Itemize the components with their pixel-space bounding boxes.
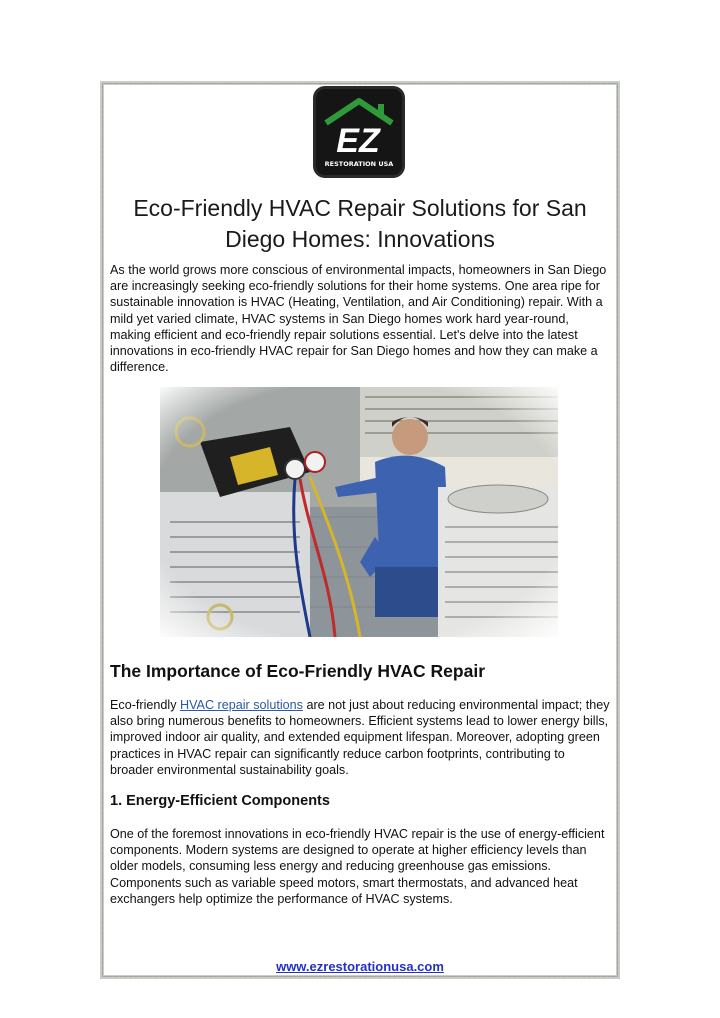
article-title: Eco-Friendly HVAC Repair Solutions for San Diego Homes: Innovations: [133, 195, 587, 252]
website-link[interactable]: www.ezrestorationusa.com: [276, 959, 444, 974]
hvac-technician-photo: [160, 387, 558, 637]
importance-paragraph: [110, 697, 610, 778]
logo-tagline: RESTORATION USA: [324, 160, 394, 168]
logo-graphic: [316, 89, 402, 175]
section-heading-importance: The Importance of Eco-Friendly HVAC Repair: [110, 661, 486, 681]
importance-text-start: Eco-friendly: [110, 698, 180, 712]
section-heading-energy-efficient: 1. Energy-Efficient Components: [110, 793, 330, 809]
logo-wordmark: EZ: [336, 122, 380, 160]
company-logo: [313, 86, 405, 178]
hvac-repair-solutions-link[interactable]: HVAC repair solutions: [180, 698, 303, 712]
footer: [0, 959, 720, 974]
energy-efficient-paragraph: One of the foremost innovations in eco-friendly HVAC repair is the use of energy-efficient components. Modern systems are designed to operate at higher efficiency levels than older models, consuming less energy and reducing greenhouse gas emissions. Components such as variable speed motors, smart thermostats, and advanced heat exchangers help optimize the performance of HVAC systems.: [110, 827, 605, 906]
chimney-icon: [378, 104, 384, 116]
intro-paragraph: As the world grows more conscious of environmental impacts, homeowners in San Diego are increasingly seeking eco-friendly solutions for their home systems. One area ripe for sustainable innovation is HVAC (Heating, Ventilation, and Air Conditioning) repair. With a mild yet varied climate, HVAC systems in San Diego homes work hard year-round, making efficient and eco-friendly repair solutions essential. Let's delve into the latest innovations in eco-friendly HVAC repair for San Diego homes and how they can make a difference.: [110, 263, 607, 375]
importance-text-end: are not just about reducing environmental impact; they also bring numerous benefits to homeowners. Efficient systems lead to lower energy bills, improved indoor air quality, and extended equipment lifespan. Moreover, adopting green practices in HVAC repair can significantly reduce carbon footprints, contributing to broader environmental sustainability goals.: [110, 698, 610, 777]
